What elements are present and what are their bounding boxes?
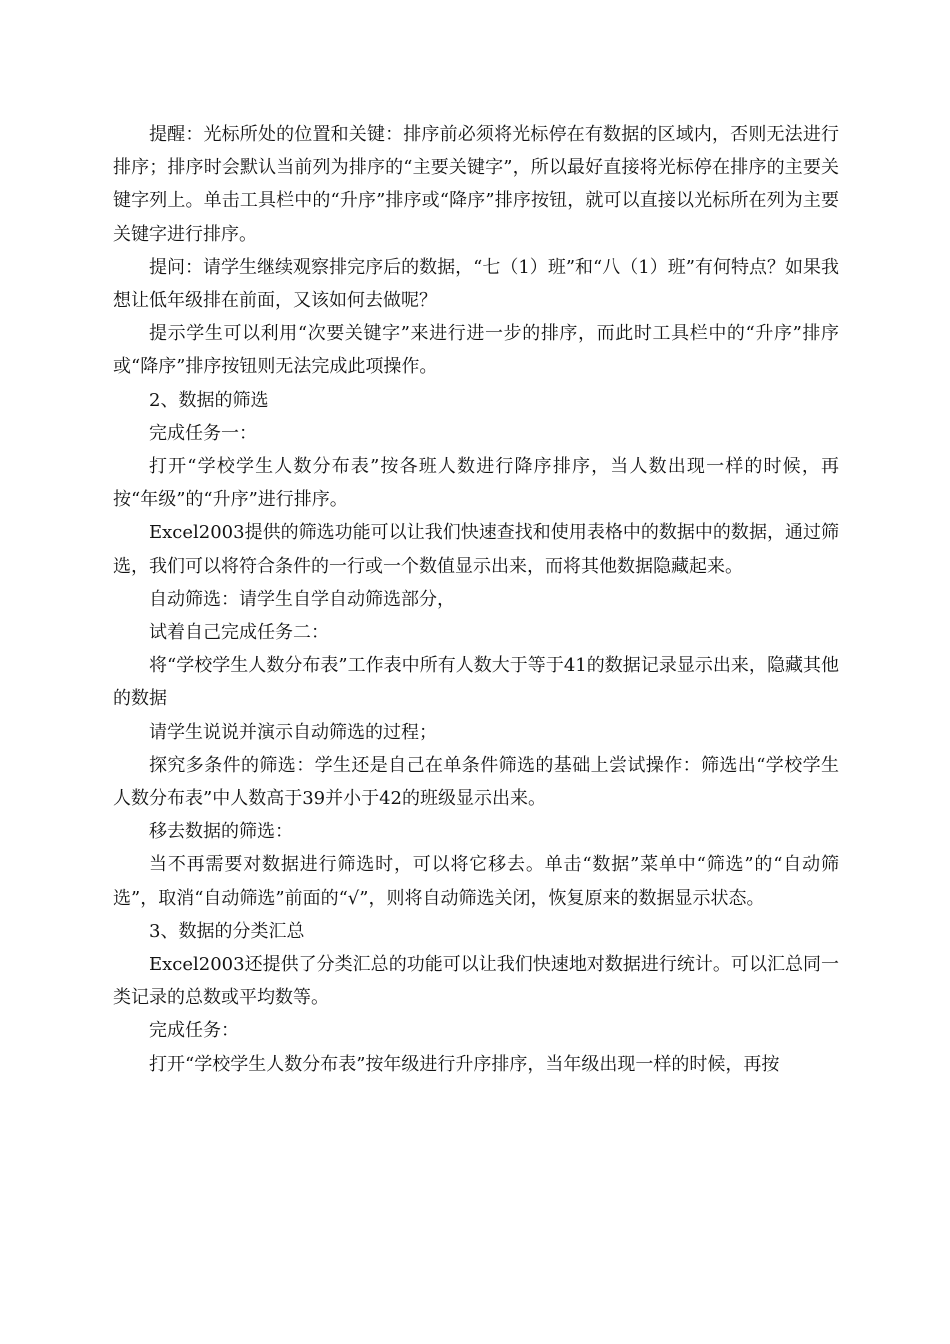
paragraph-auto-filter: 自动筛选：请学生自学自动筛选部分， <box>149 588 455 610</box>
paragraph-remove-filter: 当不再需要对数据进行筛选时，可以将它移去。单击“数据”菜单中“筛选”的“自动筛选”，取消“自动筛选”前面的“√”，则将自动筛选关闭，恢复原来的数据显示状态。 <box>113 854 839 909</box>
paragraph-task-two-label: 试着自己完成任务二： <box>149 622 329 644</box>
paragraph-filter-intro: Excel2003提供的筛选功能可以让我们快速查找和使用表格中的数据中的数据，通过筛选，我们可以将符合条件的一行或一个数值显示出来，而将其他数据隐藏起来。 <box>113 522 839 577</box>
paragraph-subtotal-intro: Excel2003还提供了分类汇总的功能可以让我们快速地对数据进行统计。可以汇总同一类记录的总数或平均数等。 <box>113 954 839 1009</box>
paragraph-remove-filter-label: 移去数据的筛选： <box>149 821 293 843</box>
section-heading-subtotal: 3、数据的分类汇总 <box>149 920 305 942</box>
paragraph-task-label: 完成任务： <box>149 1020 239 1042</box>
paragraph-task-one-label: 完成任务一： <box>149 422 257 444</box>
paragraph-task-subtotal: 打开“学校学生人数分布表”按年级进行升序排序，当年级出现一样的时候，再按 <box>149 1053 780 1075</box>
paragraph-hint-secondary-key: 提示学生可以利用“次要关键字”来进行进一步的排序，而此时工具栏中的“升序”排序或“降序”排序按钮则无法完成此项操作。 <box>113 323 839 378</box>
paragraph-task-one: 打开“学校学生人数分布表”按各班人数进行降序排序，当人数出现一样的时候，再按“年级”的“升序”进行排序。 <box>113 456 839 511</box>
paragraph-reminder-sort: 提醒：光标所处的位置和关键：排序前必须将光标停在有数据的区域内，否则无法进行排序；排序时会默认当前列为排序的“主要关键字”，所以最好直接将光标停在排序的主要关键字列上。单击工具栏中的“升序”排序或“降序”排序按钮，就可以直接以光标所在列为主要关键字进行排序。 <box>113 124 839 245</box>
document-page <box>113 118 839 1081</box>
paragraph-multi-filter: 探究多条件的筛选：学生还是自己在单条件筛选的基础上尝试操作：筛选出“学校学生人数分布表”中人数高于39并小于42的班级显示出来。 <box>113 754 839 810</box>
paragraph-question: 提问：请学生继续观察排完序后的数据，“七（1）班”和“八（1）班”有何特点？如果我想让低年级排在前面，又该如何去做呢？ <box>113 256 839 312</box>
paragraph-demo: 请学生说说并演示自动筛选的过程； <box>149 721 437 743</box>
section-heading-filter: 2、数据的筛选 <box>149 389 269 411</box>
paragraph-task-two: 将“学校学生人数分布表”工作表中所有人数大于等于41的数据记录显示出来，隐藏其他的数据 <box>113 655 839 710</box>
